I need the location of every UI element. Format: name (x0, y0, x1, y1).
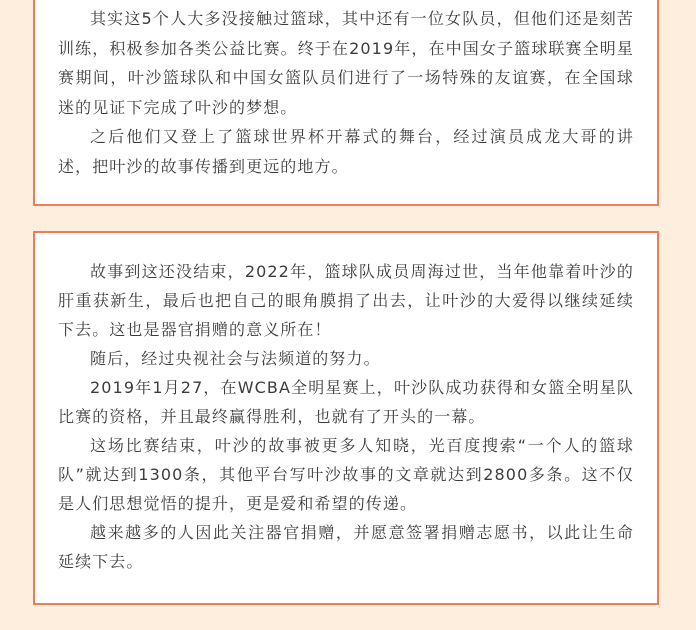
article-card-bottom (33, 231, 659, 605)
paragraph: 越来越多的人因此关注器官捐赠，并愿意签署捐赠志愿书，以此让生命延续下去。 (58, 523, 634, 571)
paragraph: 故事到这还没结束，2022年，篮球队成员周海过世，当年他靠着叶沙的肝重获新生，最后也把自己的眼角膜捐了出去，让叶沙的大爱得以继续延续下去。这也是器官捐赠的意义所在！ (58, 262, 634, 339)
paragraph: 随后，经过央视社会与法频道的努力。 (90, 349, 381, 368)
paragraph: 2019年1月27，在WCBA全明星赛上，叶沙队成功获得和女篮全明星队比赛的资格，并且最终赢得胜利，也就有了开头的一幕。 (58, 378, 634, 426)
paragraph: 之后他们又登上了篮球世界杯开幕式的舞台，经过演员成龙大哥的讲述，把叶沙的故事传播到更远的地方。 (58, 127, 634, 176)
paragraph: 这场比赛结束，叶沙的故事被更多人知晓，光百度搜索“一个人的篮球队”就达到1300条，其他平台写叶沙故事的文章就达到2800多条。这不仅是人们思想觉悟的提升，更是爱和希望的传递。 (58, 436, 634, 513)
paragraph: 其实这5个人大多没接触过篮球，其中还有一位女队员，但他们还是刻苦训练，积极参加各类公益比赛。终于在2019年，在中国女子篮球联赛全明星赛期间，叶沙篮球队和中国女篮队员们进行了一场特殊的友谊赛，在全国球迷的见证下完成了叶沙的梦想。 (58, 9, 634, 117)
article-card-top (33, 0, 659, 206)
